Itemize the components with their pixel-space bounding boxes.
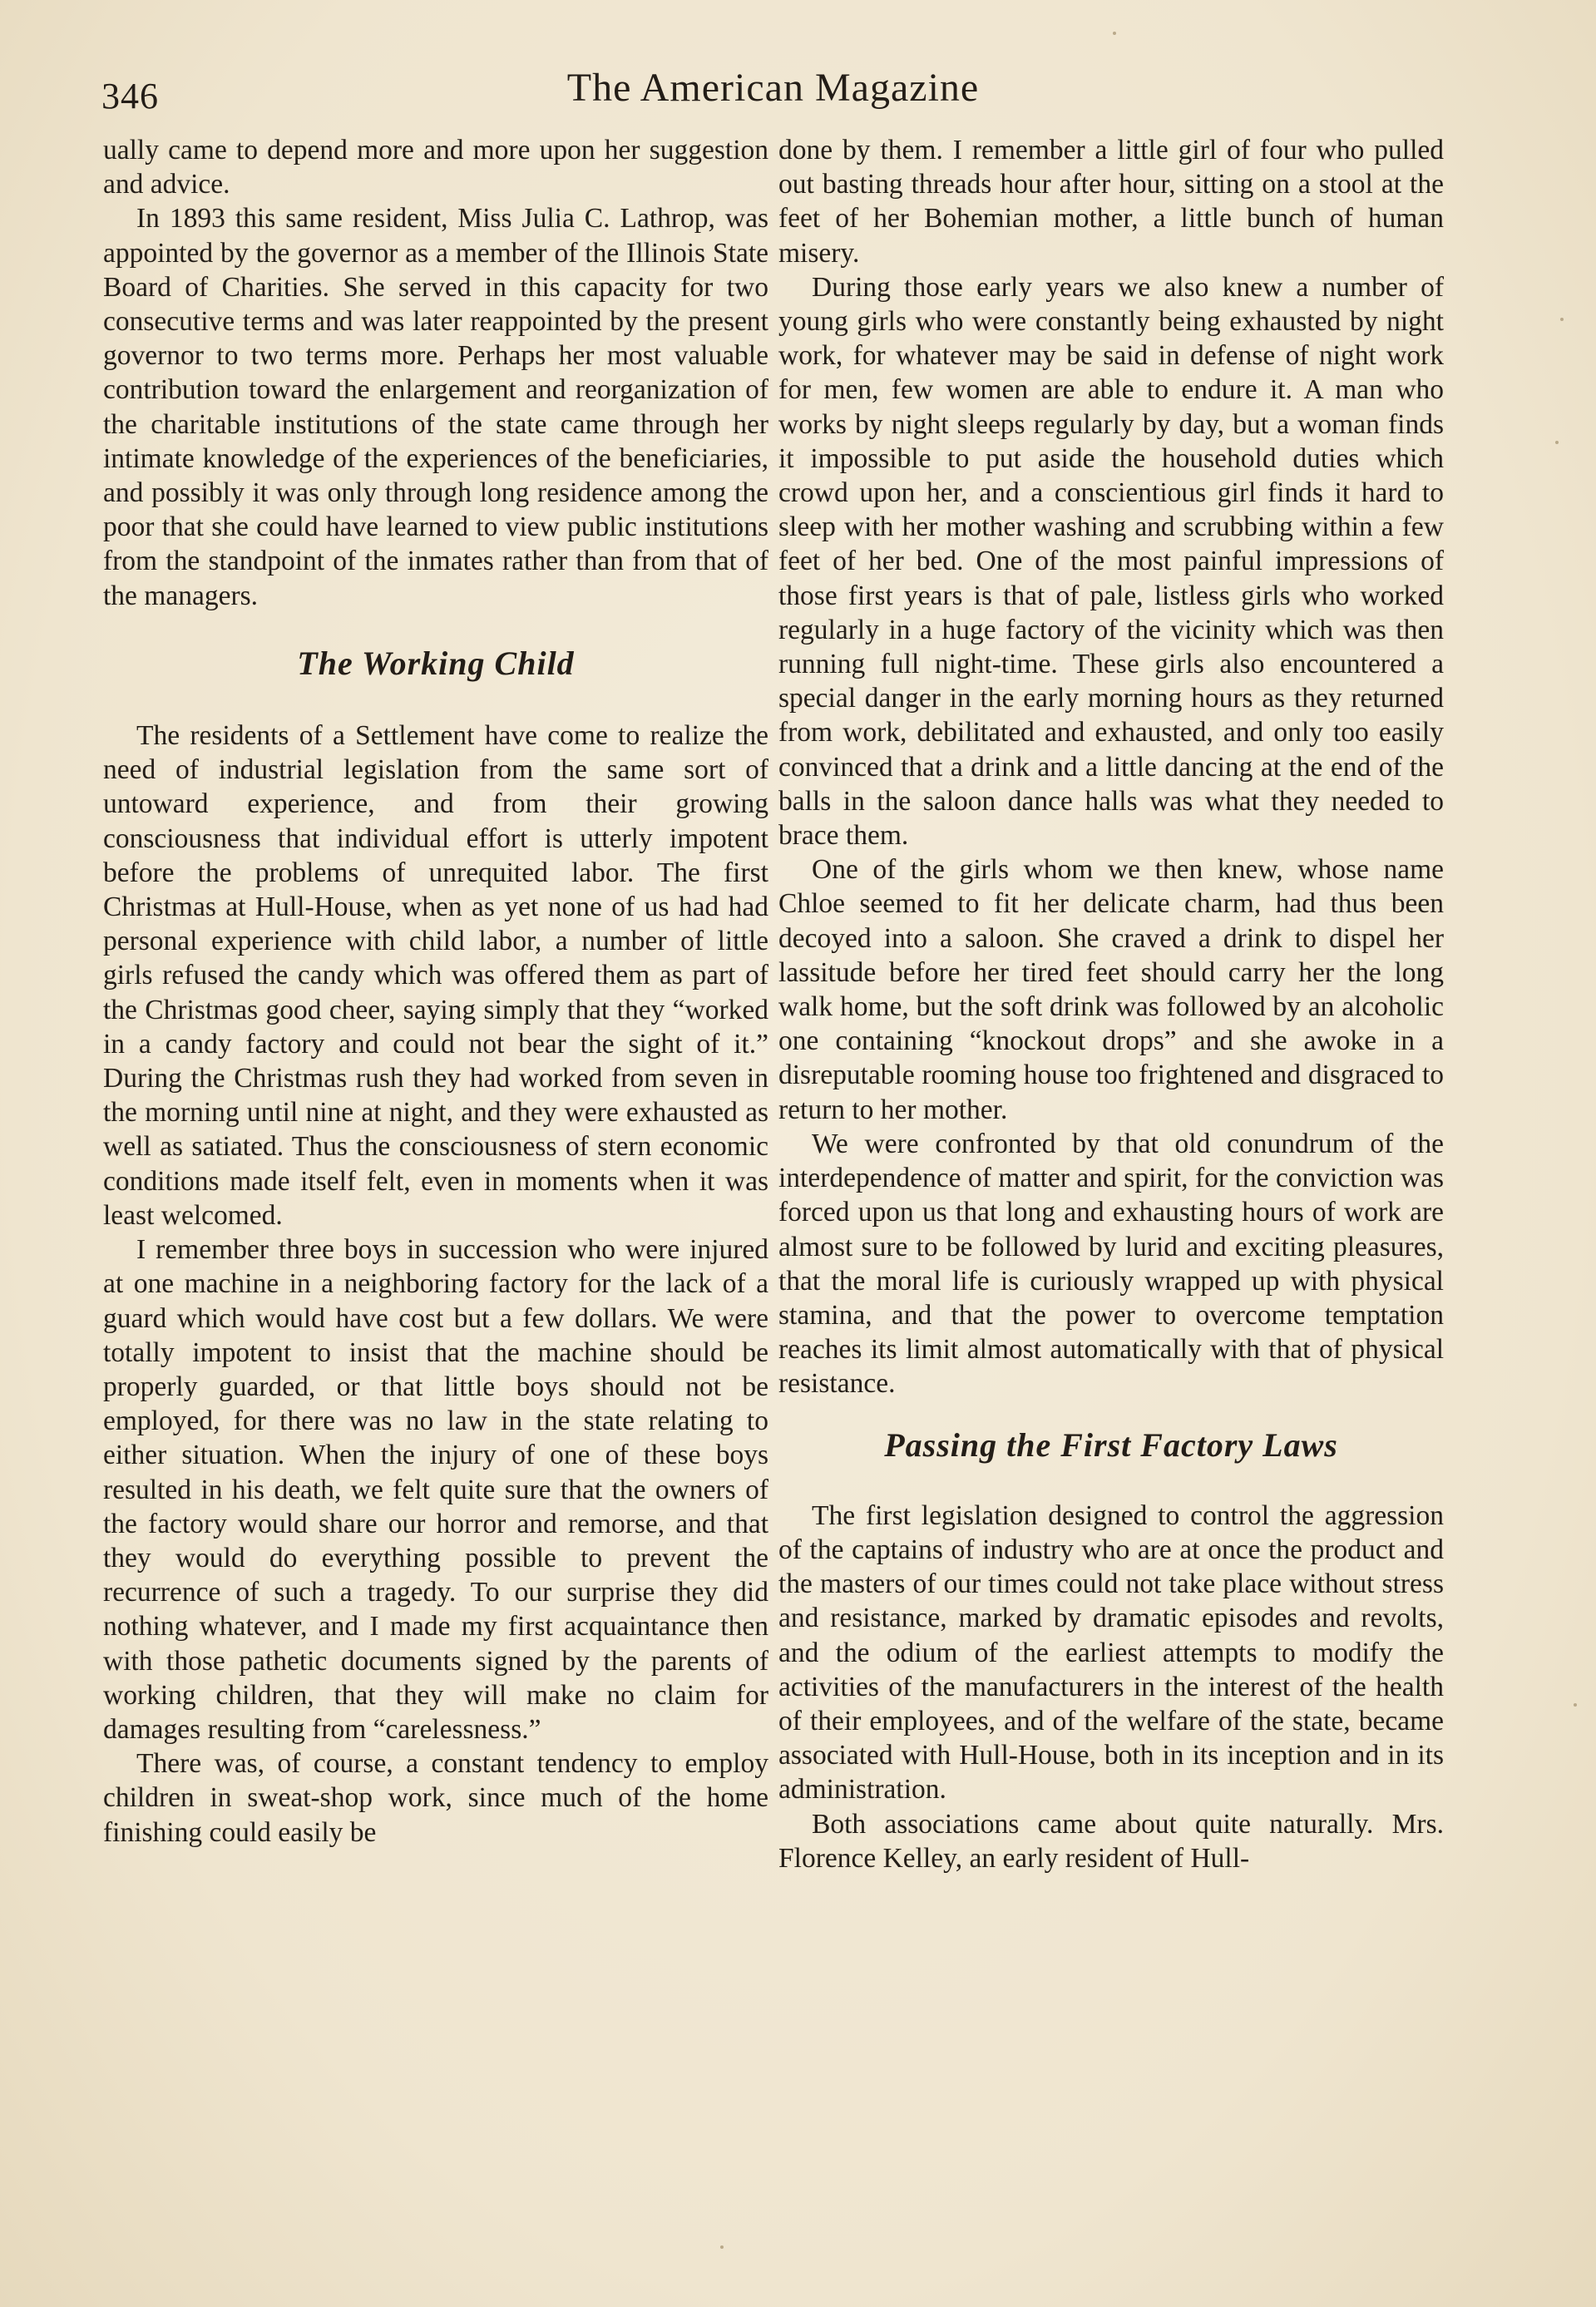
right-column (778, 133, 1444, 1875)
paper-blemish (1113, 32, 1116, 35)
paragraph: Both associations came about quite naturally. Mrs. Florence Kelley, an early resident of Hull- (778, 1808, 1444, 1874)
paragraph: The residents of a Settlement have come to realize the need of industrial legislation from the same sort of untoward experience, and from their growing consciousness that individual effort is utterly impotent before the problems of unrequited labor. The first Christmas at Hull-House, when as yet none of us had had personal experience with child labor, a number of little girls refused the candy which was offered them as part of the Christmas good cheer, saying simply that they “worked in a candy factory and could not bear the sight of it.” During the Christmas rush they had worked from seven in the morning until nine at night, and they were exhausted as well as satiated. Thus the consciousness of stern economic conditions made itself felt, even in moments when it was least welcomed. (103, 720, 768, 1231)
paragraph: The first legislation designed to control the aggression of the captains of industry who are at once the product and the masters of our times could not take place without stress and resistance, marked by dramatic episodes and revolts, and the odium of the earliest attempts to modify the activities of the manufacturers in the interest of the health of their employees, and of the welfare of the state, became associated with Hull-House, both in its inception and in its administration. (778, 1499, 1444, 1806)
paragraph: There was, of course, a constant tendency to employ children in sweat-shop work, since much of the home finishing could easily be (103, 1748, 768, 1848)
running-title: The American Magazine (566, 66, 980, 110)
paper-blemish (1555, 441, 1559, 444)
paragraph: One of the girls whom we then knew, whose name Chloe seemed to fit her delicate charm, had thus been decoyed into a saloon. She craved a drink to dispel her lassitude before her tired feet should carry her the long walk home, but the soft drink was followed by an alcoholic one containing “knockout drops” and she awoke in a disreputable rooming house too frightened and disgraced to return to her mother. (778, 854, 1444, 1125)
paragraph: done by them. I remember a little girl of four who pulled out basting threads hour after hour, sitting on a stool at the feet of her Bohemian mother, a little bunch of human misery. (778, 135, 1444, 269)
paper-blemish (1574, 1703, 1577, 1707)
paragraph: We were confronted by that old conundrum of the interdependence of matter and spirit, for the conviction was forced upon us that long and exhausting hours of work are almost sure to be followed by lurid and exciting pleasures, that the moral life is curiously wrapped up with physical stamina, and that the power to overcome temptation reaches its limit almost automatically with that of physical resistance. (778, 1128, 1444, 1400)
paper-blemish (720, 2245, 724, 2249)
paragraph: During those early years we also knew a number of young girls who were constantly being exhausted by night work, for whatever may be said in defense of night work for men, few women are able to endure it. A man who works by night sleeps regularly by day, but a woman finds it impossible to put aside the household duties which crowd upon her, and a conscientious girl finds it hard to sleep with her mother washing and scrubbing within a few feet of her bed. One of the most painful impressions of those first years is that of pale, listless girls who worked regularly in a huge factory of the vicinity which was then running full night-time. These girls also encountered a special danger in the early morning hours as they returned from work, debilitated and exhausted, and only too easily convinced that a drink and a little dancing at the end of the balls in the saloon dance halls was what they needed to brace them. (778, 271, 1444, 852)
page-number: 346 (101, 76, 159, 116)
paper-blemish (1560, 318, 1564, 321)
left-column (103, 133, 768, 1850)
page-header (101, 65, 1445, 123)
section-heading: The Working Child (297, 644, 575, 682)
paragraph: I remember three boys in succession who were injured at one machine in a neighboring factory for the lack of a guard which would have cost but a few dollars. We were totally impotent to insist that the machine should be properly guarded, or that little boys should not be employed, for there was no law in the state relating to either situation. When the injury of one of these boys resulted in his death, we felt quite sure that the owners of the factory would share our horror and remorse, and that they would do everything possible to prevent the recurrence of such a tragedy. To our surprise they did nothing whatever, and I made my first acquaintance then with those pathetic documents signed by the parents of working children, that they will make no claim for damages resulting from “carelessness.” (103, 1234, 768, 1745)
paragraph: ually came to depend more and more upon her suggestion and advice. (103, 135, 768, 200)
section-heading: Passing the First Factory Laws (884, 1425, 1338, 1464)
paragraph: In 1893 this same resident, Miss Julia C. Lathrop, was appointed by the governor as a member of the Illinois State Board of Charities. She served in this capacity for two consecutive terms and was later reappointed by the present governor to two terms more. Perhaps her most valuable contribution toward the enlargement and reorganization of the charitable institutions of the state came through her intimate knowledge of the experiences of the beneficiaries, and possibly it was only through long residence among the poor that she could have learned to view public institutions from the standpoint of the inmates rather than from that of the managers. (103, 203, 768, 611)
